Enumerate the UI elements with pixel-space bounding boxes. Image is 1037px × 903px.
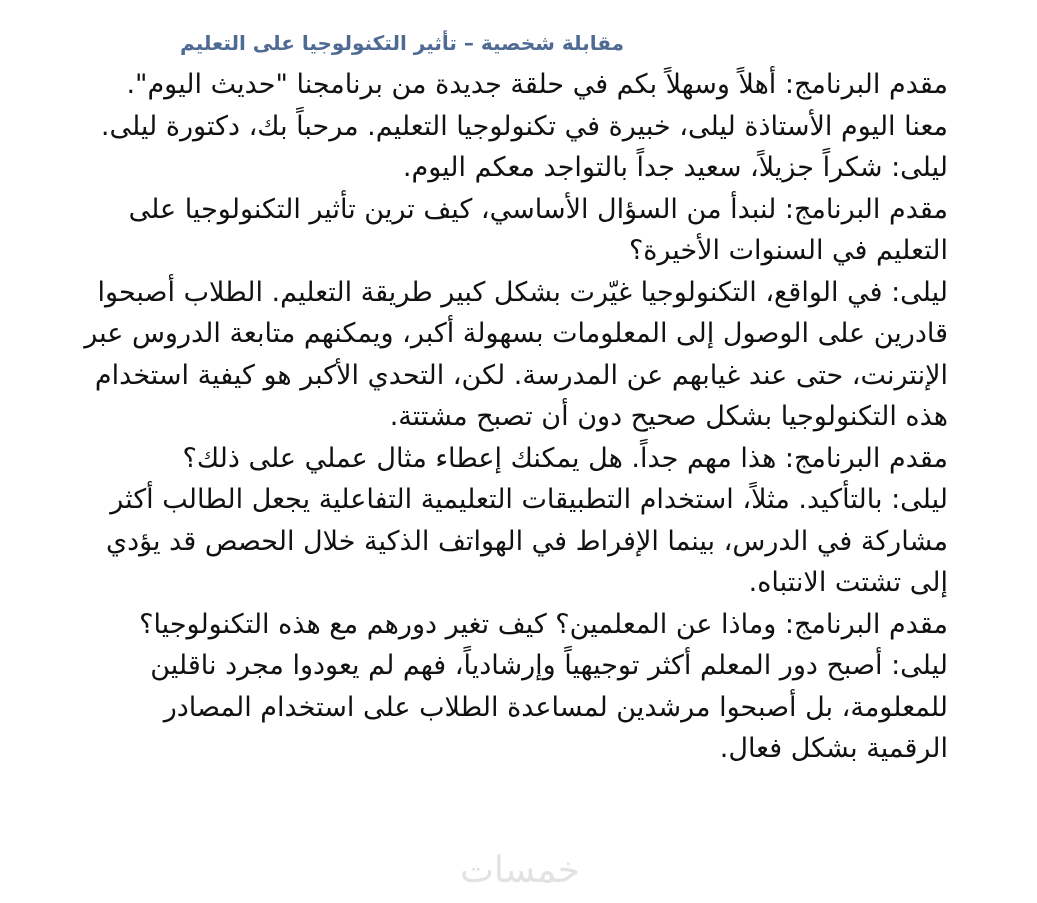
paragraph-guest-answer-1: ليلى: في الواقع، التكنولوجيا غيّرت بشكل كبير طريقة التعليم. الطلاب أصبحوا قادرين على الوصول إلى المعلومات بسهولة أكبر، ويمكنهم متابعة الدروس عبر الإنترنت، حتى عند غيابهم عن المدرسة. لكن، التحدي الأكبر هو كيفية استخدام هذه التكنولوجيا بشكل صحيح دون أن تصبح مشتتة. xyxy=(84,276,948,432)
document-title: مقابلة شخصية – تأثير التكنولوجيا على التعليم xyxy=(180,31,624,55)
paragraph-host-question-1: مقدم البرنامج: لنبدأ من السؤال الأساسي، كيف ترين تأثير التكنولوجيا على التعليم في السنوات الأخيرة؟ xyxy=(128,193,948,266)
paragraph-host-question-2: مقدم البرنامج: هذا مهم جداً. هل يمكنك إعطاء مثال عملي على ذلك؟ xyxy=(182,442,948,474)
interview-body xyxy=(82,64,948,770)
paragraph-guest-answer-3: ليلى: أصبح دور المعلم أكثر توجيهياً وإرشادياً، فهم لم يعودوا مجرد ناقلين للمعلومة، بل أصبحوا مرشدين لمساعدة الطلاب على استخدام المصادر الرقمية بشكل فعال. xyxy=(150,650,948,764)
paragraph-guest-answer-2: ليلى: بالتأكيد. مثلاً، استخدام التطبيقات التعليمية التفاعلية يجعل الطالب أكثر مشاركة في الدرس، بينما الإفراط في الهواتف الذكية خلال الحصص قد يؤدي إلى تشتت الانتباه. xyxy=(105,484,948,598)
paragraph-host-question-3: مقدم البرنامج: وماذا عن المعلمين؟ كيف تغير دورهم مع هذه التكنولوجيا؟ xyxy=(139,608,948,640)
paragraph-guest-thanks: ليلى: شكراً جزيلاً، سعيد جداً بالتواجد معكم اليوم. xyxy=(402,152,948,183)
paragraph-host-intro: مقدم البرنامج: أهلاً وسهلاً بكم في حلقة جديدة من برنامجنا "حديث اليوم". معنا اليوم الأستاذة ليلى، خبيرة في تكنولوجيا التعليم. مرحباً بك، دكتورة ليلى. xyxy=(100,69,948,142)
watermark-logo: خمسات xyxy=(459,850,581,891)
